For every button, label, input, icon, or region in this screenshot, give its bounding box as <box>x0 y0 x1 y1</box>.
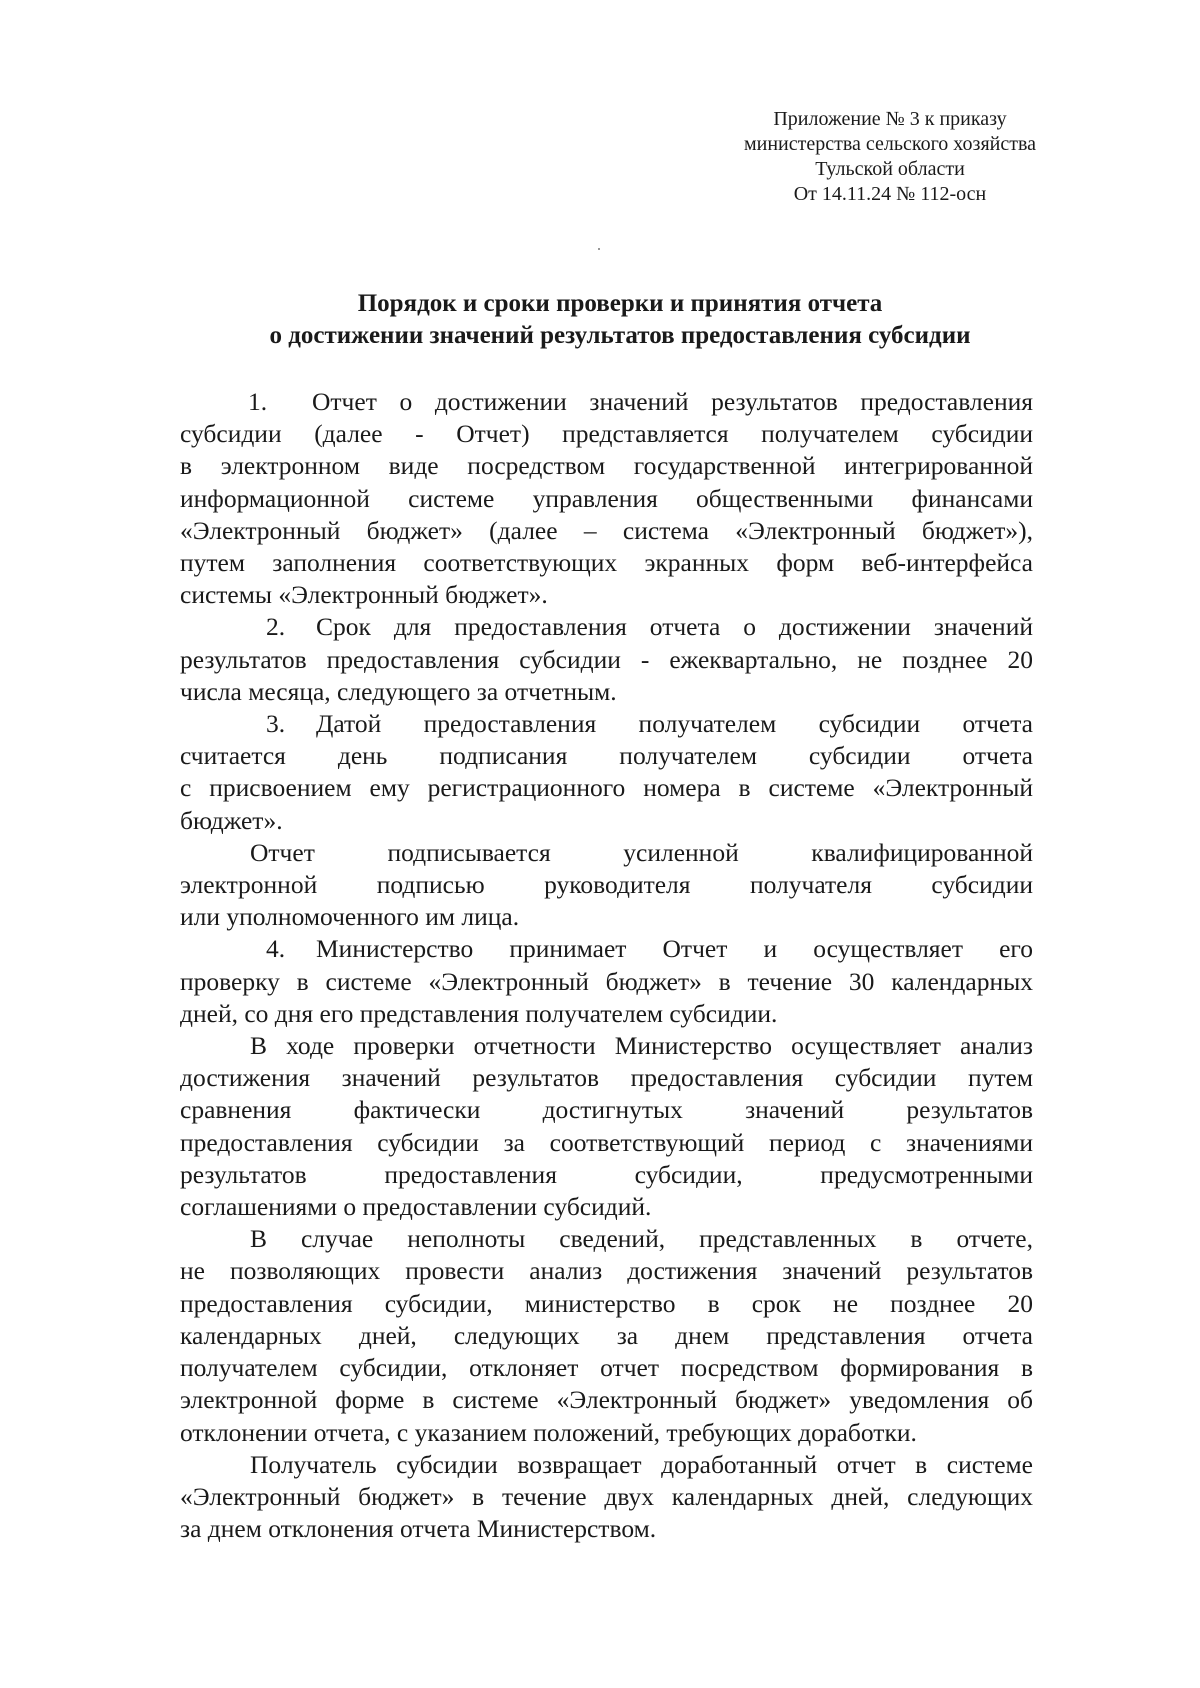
paragraph-line: «Электронный бюджет» в течение двух календарных дней, следующих <box>180 1481 1033 1511</box>
item-2 <box>180 611 1033 708</box>
document-title-line: о достижении значений результатов предоставления субсидии <box>269 322 971 349</box>
item-text-line: считается день подписания получателем субсидии отчета <box>180 741 1033 771</box>
appendix-header-line: Приложение № 3 к приказу <box>773 108 1007 130</box>
paragraph-line: результатов предоставления субсидии, предусмотренными <box>180 1159 1033 1189</box>
item-text-line: информационной системе управления общественными финансами <box>180 483 1033 513</box>
paragraph-line: предоставления субсидии, министерство в срок не позднее 20 <box>180 1288 1033 1318</box>
item-text-line: Отчет о достижении значений результатов предоставления <box>312 387 1033 416</box>
scan-speck <box>598 248 600 250</box>
item-text-line: дней, со дня его представления получателем субсидии. <box>180 998 778 1028</box>
item-number: 4. <box>266 934 286 964</box>
paragraph-return <box>180 1449 1033 1546</box>
paragraph-line: календарных дней, следующих за днем представления отчета <box>180 1320 1033 1350</box>
paragraph-line: отклонении отчета, с указанием положений, требующих доработки. <box>180 1417 917 1447</box>
paragraph-line: электронной подписью руководителя получателя субсидии <box>180 870 1033 900</box>
item-text-line: «Электронный бюджет» (далее – система «Электронный бюджет»), <box>180 515 1033 545</box>
document-title <box>180 288 1060 352</box>
document-title-line: Порядок и сроки проверки и принятия отчета <box>357 290 883 317</box>
paragraph-line: соглашениями о предоставлении субсидий. <box>180 1192 652 1222</box>
item-text-line: Министерство принимает Отчет и осуществляет его <box>316 934 1033 964</box>
appendix-header <box>700 107 1080 207</box>
paragraph-line: В случае неполноты сведений, представленных в отчете, <box>250 1224 1033 1254</box>
item-text-line: Срок для предоставления отчета о достижении значений <box>316 612 1033 642</box>
paragraph-line: В ходе проверки отчетности Министерство осуществляет анализ <box>250 1031 1033 1061</box>
document-body <box>180 386 1033 1545</box>
item-text-line: субсидии (далее - Отчет) представляется получателем субсидии <box>180 419 1033 449</box>
item-number: 1. <box>248 387 268 416</box>
item-text-line: Датой предоставления получателем субсидии отчета <box>316 709 1033 739</box>
item-text-line: бюджет». <box>180 805 283 835</box>
item-number: 2. <box>266 612 286 642</box>
appendix-header-line: министерства сельского хозяйства <box>743 133 1037 155</box>
appendix-header-line: От 14.11.24 № 112-осн <box>793 183 987 205</box>
paragraph-line: Отчет подписывается усиленной квалифицированной <box>250 837 1033 867</box>
paragraph-line: или уполномоченного им лица. <box>180 902 520 932</box>
item-number: 3. <box>266 709 286 739</box>
paragraph-incomplete <box>180 1223 1033 1448</box>
paragraph-line: не позволяющих провести анализ достижения значений результатов <box>180 1256 1033 1286</box>
paragraph-analysis <box>180 1030 1033 1223</box>
paragraph-line: получателем субсидии, отклоняет отчет посредством формирования в <box>180 1353 1033 1383</box>
paragraph-line: Получатель субсидии возвращает доработанный отчет в системе <box>250 1449 1033 1479</box>
paragraph-line: за днем отклонения отчета Министерством. <box>180 1514 657 1544</box>
paragraph-line: электронной форме в системе «Электронный бюджет» уведомления об <box>180 1385 1033 1415</box>
item-text-line: путем заполнения соответствующих экранных форм веб-интерфейса <box>180 548 1033 578</box>
item-text-line: с присвоением ему регистрационного номера в системе «Электронный <box>180 773 1033 803</box>
item-text-line: числа месяца, следующего за отчетным. <box>180 676 617 706</box>
paragraph-signature <box>180 837 1033 934</box>
item-text-line: результатов предоставления субсидии - ежеквартально, не позднее 20 <box>180 644 1033 674</box>
item-1 <box>180 386 1033 611</box>
paragraph-line: сравнения фактически достигнутых значений результатов <box>180 1095 1033 1125</box>
item-3 <box>180 708 1033 837</box>
item-text-line: системы «Электронный бюджет». <box>180 580 548 610</box>
paragraph-line: достижения значений результатов предоставления субсидии путем <box>180 1063 1033 1093</box>
paragraph-line: предоставления субсидии за соответствующий период с значениями <box>180 1127 1033 1157</box>
item-text-line: проверку в системе «Электронный бюджет» в течение 30 календарных <box>180 966 1033 996</box>
item-text-line: в электронном виде посредством государственной интегрированной <box>180 451 1033 481</box>
item-4 <box>180 933 1033 1030</box>
appendix-header-line: Тульской области <box>815 158 965 180</box>
